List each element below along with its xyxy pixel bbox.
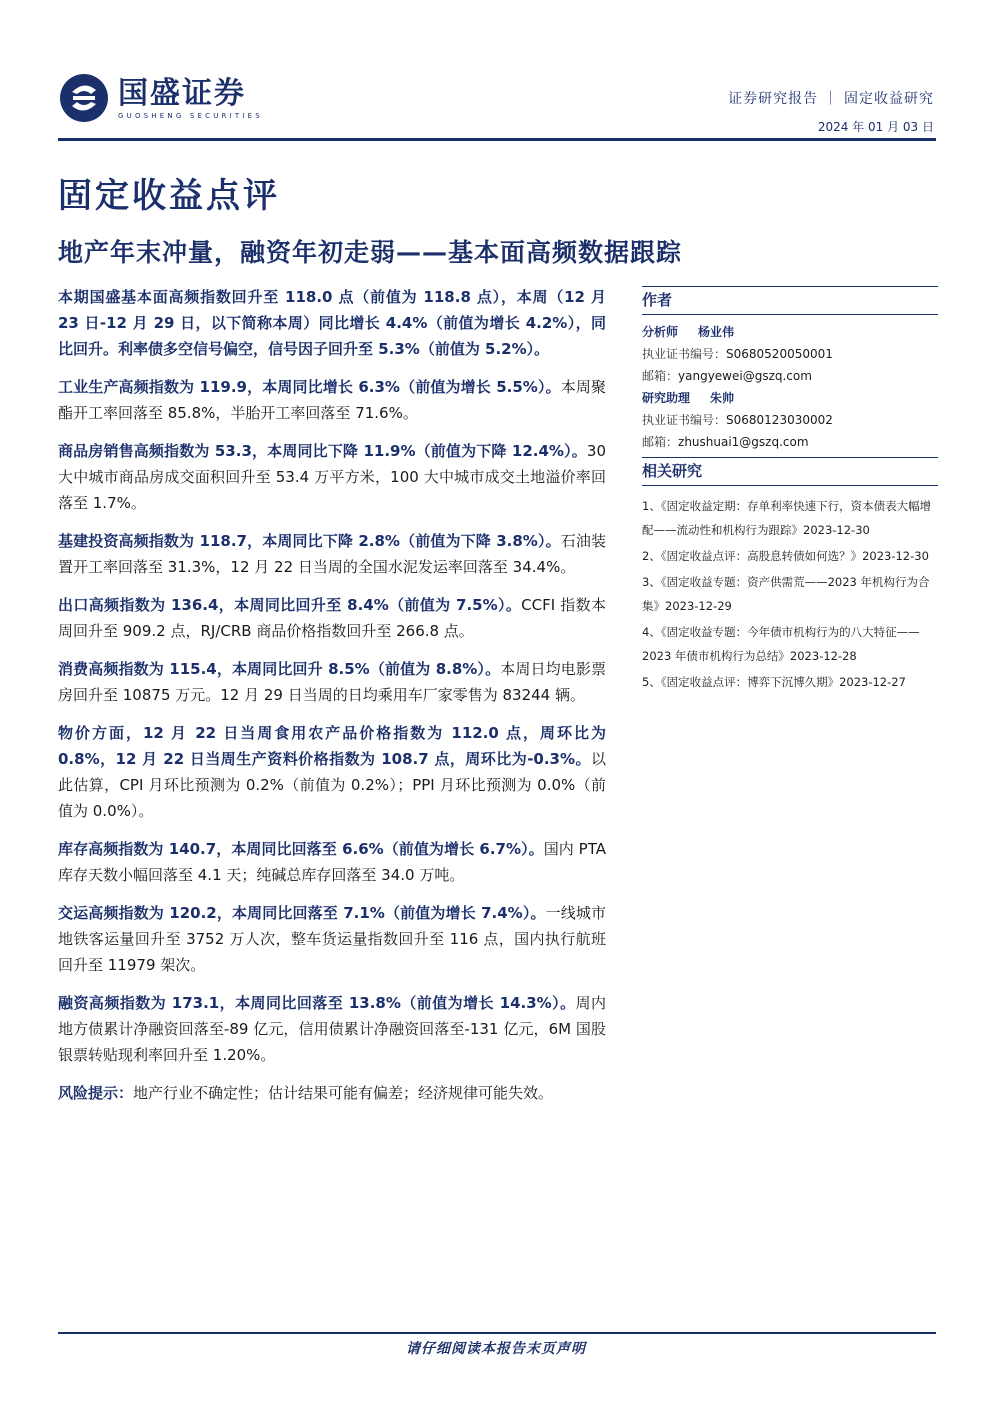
author-name: 朱帅 <box>710 391 735 405</box>
report-date: 2024 年 01 月 03 日 <box>817 120 934 134</box>
para-text: 石油装置开工率回落至 31.3%，12 月 22 日当周的全国水泥发运率回落至 34.4%。 <box>58 532 606 576</box>
paragraph-prices <box>58 720 606 824</box>
author-list <box>642 315 938 457</box>
author-role: 研究助理 <box>642 391 691 405</box>
author-email[interactable]: 邮箱：zhushuai1@gszq.com <box>642 435 809 449</box>
para-highlight: 消费高频指数为 115.4，本周同比回升 8.5%（前值为 8.8%）。 <box>58 660 501 678</box>
related-research-item[interactable]: 1、《固定收益定期：存单利率快速下行，资本债表大幅增配——流动性和机构行为跟踪》2023-12-30 <box>642 499 932 537</box>
para-text: 国内 PTA 库存天数小幅回落至 4.1 天；纯碱总库存回落至 34.0 万吨。 <box>58 840 606 884</box>
related-research-item[interactable]: 2、《固定收益点评：高股息转债如何选？》2023-12-30 <box>642 549 929 563</box>
paragraph-property-sales <box>58 438 606 516</box>
related-research-item[interactable]: 3、《固定收益专题：资产供需荒——2023 年机构行为合集》2023-12-29 <box>642 575 930 613</box>
para-highlight: 工业生产高频指数为 119.9，本周同比增长 6.3%（前值为增长 5.5%）。 <box>58 378 561 396</box>
paragraph-risk <box>58 1080 606 1106</box>
para-text: CCFI 指数本周回升至 909.2 点，RJ/CRB 商品价格指数回升至 266.8 点。 <box>58 596 606 640</box>
footer-disclaimer: 请仔细阅读本报告末页声明 <box>406 1341 586 1357</box>
para-highlight: 基建投资高频指数为 118.7，本周同比下降 2.8%（前值为下降 3.8%）。 <box>58 532 561 550</box>
author-cert: 执业证书编号：S0680123030002 <box>642 413 833 427</box>
para-text: 一线城市地铁客运量回升至 3752 万人次，整车货运量指数回升至 116 点，国内执行航班回升至 11979 架次。 <box>58 904 606 974</box>
guosheng-logo-icon <box>58 72 110 124</box>
para-text: 地产行业不确定性；估计结果可能有偏差；经济规律可能失效。 <box>133 1084 554 1102</box>
related-research-item[interactable]: 4、《固定收益专题：今年债市机构行为的八大特征——2023 年债市机构行为总结》2023-12-28 <box>642 625 920 663</box>
sidebar <box>642 286 938 696</box>
related-research-item[interactable]: 5、《固定收益点评：博弈下沉博久期》2023-12-27 <box>642 675 906 689</box>
brand-name-en: GUOSHENG SECURITIES <box>118 111 263 120</box>
para-highlight: 商品房销售高频指数为 53.3，本周同比下降 11.9%（前值为下降 12.4%）。 <box>58 442 587 460</box>
author-name: 杨业伟 <box>698 325 735 339</box>
author-email[interactable]: 邮箱：yangyewei@gszq.com <box>642 369 812 383</box>
author-heading: 作者 <box>642 286 938 315</box>
para-highlight: 出口高频指数为 136.4，本周同比回升至 8.4%（前值为 7.5%）。 <box>58 596 522 614</box>
author-role: 分析师 <box>642 325 679 339</box>
paragraph-export <box>58 592 606 644</box>
related-research-list <box>642 486 938 694</box>
para-text: 本周聚酯开工率回落至 85.8%，半胎开工率回落至 71.6%。 <box>58 378 606 422</box>
author-row <box>642 387 938 409</box>
para-highlight: 本期国盛基本面高频指数回升至 118.0 点（前值为 118.8 点），本周（12 月 23 日-12 月 29 日，以下简称本周）同比增长 4.4%（前值为增长 4.2%），同比回升。利率债多空信号偏空，信号因子回升至 5.3%（前值为 5.2%）。 <box>58 288 606 358</box>
para-text: 周内地方债累计净融资回落至-89 亿元，信用债累计净融资回落至-131 亿元，6M 国股银票转贴现利率回升至 1.20%。 <box>58 994 606 1064</box>
paragraph-summary <box>58 284 606 362</box>
brand-name-cn: 国盛证券 <box>118 75 246 111</box>
para-highlight: 物价方面，12 月 22 日当周食用农产品价格指数为 112.0 点，周环比为 0.8%，12 月 22 日当周生产资料价格指数为 108.7 点，周环比为-0.3%。 <box>58 724 606 768</box>
paragraph-transport <box>58 900 606 978</box>
related-research-heading: 相关研究 <box>642 457 938 486</box>
para-text: 本周日均电影票房回升至 10875 万元。12 月 29 日当周的日均乘用车厂家零售为 83244 辆。 <box>58 660 606 704</box>
para-text: 30 大中城市商品房成交面积回升至 53.4 万平方米，100 大中城市成交土地溢价率回落至 1.7%。 <box>58 442 606 512</box>
footer-divider <box>58 1332 936 1334</box>
paragraph-financing <box>58 990 606 1068</box>
para-highlight: 交运高频指数为 120.2，本周同比回落至 7.1%（前值为增长 7.4%）。 <box>58 904 546 922</box>
para-highlight: 融资高频指数为 173.1，本周同比回落至 13.8%（前值为增长 14.3%）。 <box>58 994 576 1012</box>
para-text: 以此估算，CPI 月环比预测为 0.2%（前值为 0.2%）；PPI 月环比预测为 0.0%（前值为 0.0%）。 <box>58 750 606 820</box>
author-row <box>642 321 938 343</box>
paragraph-infrastructure <box>58 528 606 580</box>
author-cert: 执业证书编号：S0680520050001 <box>642 347 833 361</box>
paragraph-industrial <box>58 374 606 426</box>
paragraph-consumption <box>58 656 606 708</box>
brand-logo <box>58 72 263 124</box>
document-type: 固定收益点评 <box>58 176 280 216</box>
report-header-info <box>728 88 934 135</box>
header-divider <box>58 138 936 141</box>
report-category: 证券研究报告 ｜ 固定收益研究 <box>728 91 934 107</box>
para-highlight: 库存高频指数为 140.7，本周同比回落至 6.6%（前值为增长 6.7%）。 <box>58 840 544 858</box>
paragraph-inventory <box>58 836 606 888</box>
main-content <box>58 284 606 1118</box>
page-title: 地产年末冲量，融资年初走弱——基本面高频数据跟踪 <box>58 238 683 267</box>
para-highlight: 风险提示： <box>58 1084 134 1102</box>
